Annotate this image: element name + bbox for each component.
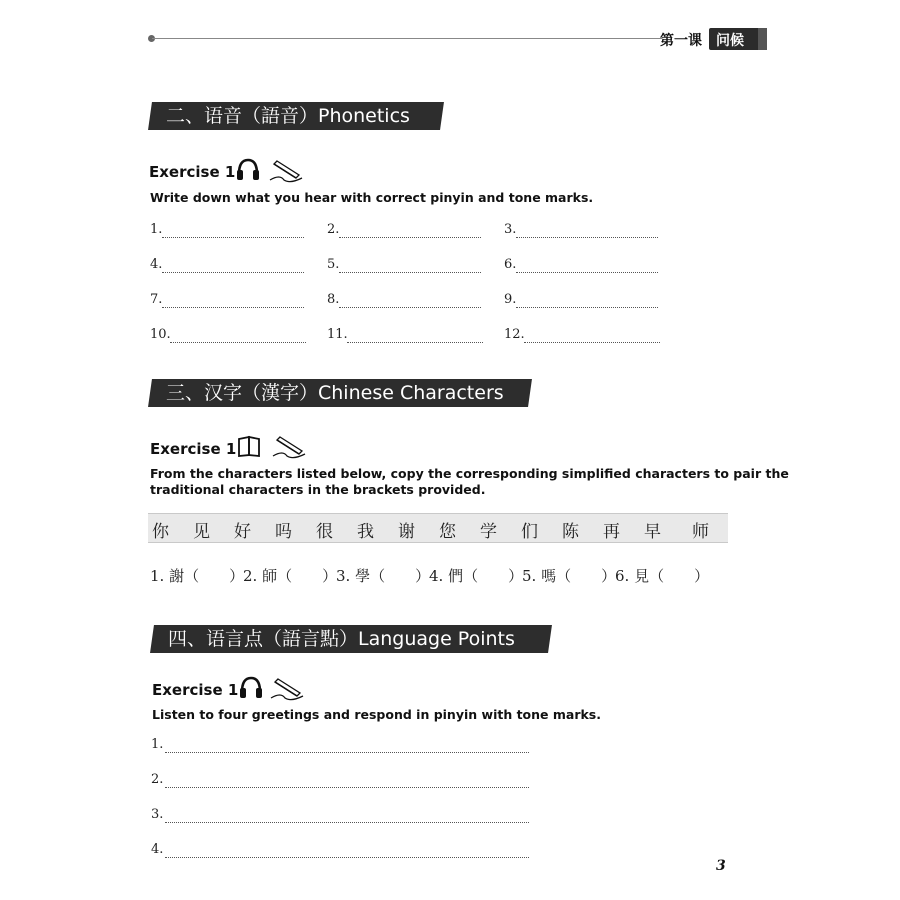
phonetics-item-number: 4. bbox=[150, 257, 163, 272]
pen-writing-icon bbox=[271, 679, 303, 700]
headphones-icon bbox=[239, 674, 309, 702]
response-line[interactable] bbox=[165, 821, 529, 823]
page-number: 3 bbox=[716, 858, 726, 874]
character-pair-item[interactable]: 2. 師（ ） bbox=[243, 567, 338, 585]
characters-instruction-line2: traditional characters in the brackets provided. bbox=[150, 482, 486, 497]
answer-line[interactable] bbox=[162, 271, 304, 273]
character-item: 再 bbox=[603, 522, 620, 542]
phonetics-instruction: Write down what you hear with correct pinyin and tone marks. bbox=[150, 190, 594, 205]
character-item: 师 bbox=[692, 522, 709, 542]
answer-line[interactable] bbox=[339, 271, 481, 273]
character-item: 您 bbox=[439, 522, 456, 542]
header-tab bbox=[758, 28, 767, 50]
language-points-banner bbox=[150, 625, 552, 653]
character-pair-item[interactable]: 5. 嗎（ ） bbox=[522, 567, 617, 585]
headphones-icon bbox=[236, 156, 306, 184]
response-item-number: 3. bbox=[151, 807, 164, 822]
phonetics-answer-grid bbox=[150, 222, 670, 352]
phonetics-item-number: 12. bbox=[504, 327, 525, 342]
phonetics-item-number: 5. bbox=[327, 257, 340, 272]
language-points-answer-list bbox=[151, 737, 541, 867]
character-list-strip bbox=[148, 513, 728, 543]
character-pair-item[interactable]: 3. 學（ ） bbox=[336, 567, 431, 585]
topic-label: 问候 bbox=[716, 33, 744, 49]
answer-line[interactable] bbox=[170, 341, 306, 343]
answer-line[interactable] bbox=[339, 306, 481, 308]
language-points-instruction: Listen to four greetings and respond in pinyin with tone marks. bbox=[152, 707, 601, 722]
phonetics-item-number: 8. bbox=[327, 292, 340, 307]
answer-line[interactable] bbox=[516, 271, 658, 273]
character-item: 吗 bbox=[275, 522, 292, 542]
character-item: 好 bbox=[234, 522, 251, 542]
answer-line[interactable] bbox=[162, 306, 304, 308]
book-icon bbox=[237, 432, 307, 460]
character-item: 谢 bbox=[398, 522, 415, 542]
language-points-banner-text: 四、语言点（語言點）Language Points bbox=[168, 628, 515, 650]
response-item-number: 1. bbox=[151, 737, 164, 752]
phonetics-item-number: 11. bbox=[327, 327, 348, 342]
response-item-number: 2. bbox=[151, 772, 164, 787]
phonetics-item-number: 2. bbox=[327, 222, 340, 237]
pen-writing-icon bbox=[273, 437, 305, 458]
character-item: 早 bbox=[644, 522, 661, 542]
characters-instruction-line1: From the characters listed below, copy the corresponding simplified characters to pair the bbox=[150, 466, 789, 481]
phonetics-banner bbox=[148, 102, 444, 130]
characters-banner bbox=[148, 379, 532, 407]
response-line[interactable] bbox=[165, 786, 529, 788]
answer-line[interactable] bbox=[516, 306, 658, 308]
language-points-exercise-title: Exercise 1 bbox=[152, 681, 239, 699]
phonetics-item-number: 6. bbox=[504, 257, 517, 272]
phonetics-item-number: 10. bbox=[150, 327, 171, 342]
character-item: 很 bbox=[316, 522, 333, 542]
character-item: 你 bbox=[152, 522, 169, 542]
phonetics-banner-text: 二、语音（語音）Phonetics bbox=[166, 105, 410, 127]
phonetics-exercise-title: Exercise 1 bbox=[149, 163, 236, 181]
characters-exercise-title: Exercise 1 bbox=[150, 440, 237, 458]
phonetics-item-number: 1. bbox=[150, 222, 163, 237]
answer-line[interactable] bbox=[347, 341, 483, 343]
answer-line[interactable] bbox=[162, 236, 304, 238]
character-item: 我 bbox=[357, 522, 374, 542]
character-pair-item[interactable]: 4. 們（ ） bbox=[429, 567, 524, 585]
characters-banner-text: 三、汉字（漢字）Chinese Characters bbox=[166, 382, 504, 404]
topic-tag bbox=[709, 28, 765, 50]
answer-line[interactable] bbox=[524, 341, 660, 343]
phonetics-item-number: 3. bbox=[504, 222, 517, 237]
phonetics-item-number: 9. bbox=[504, 292, 517, 307]
header-rule bbox=[152, 38, 662, 39]
character-pair-item[interactable]: 1. 謝（ ） bbox=[150, 567, 245, 585]
pen-writing-icon bbox=[270, 161, 302, 182]
character-item: 们 bbox=[521, 522, 538, 542]
response-line[interactable] bbox=[165, 751, 529, 753]
response-line[interactable] bbox=[165, 856, 529, 858]
character-item: 陈 bbox=[562, 522, 579, 542]
character-pair-item[interactable]: 6. 見（ ） bbox=[615, 567, 710, 585]
answer-line[interactable] bbox=[516, 236, 658, 238]
phonetics-item-number: 7. bbox=[150, 292, 163, 307]
lesson-label: 第一课 bbox=[660, 33, 702, 49]
character-item: 学 bbox=[480, 522, 497, 542]
character-item: 见 bbox=[193, 522, 210, 542]
response-item-number: 4. bbox=[151, 842, 164, 857]
answer-line[interactable] bbox=[339, 236, 481, 238]
